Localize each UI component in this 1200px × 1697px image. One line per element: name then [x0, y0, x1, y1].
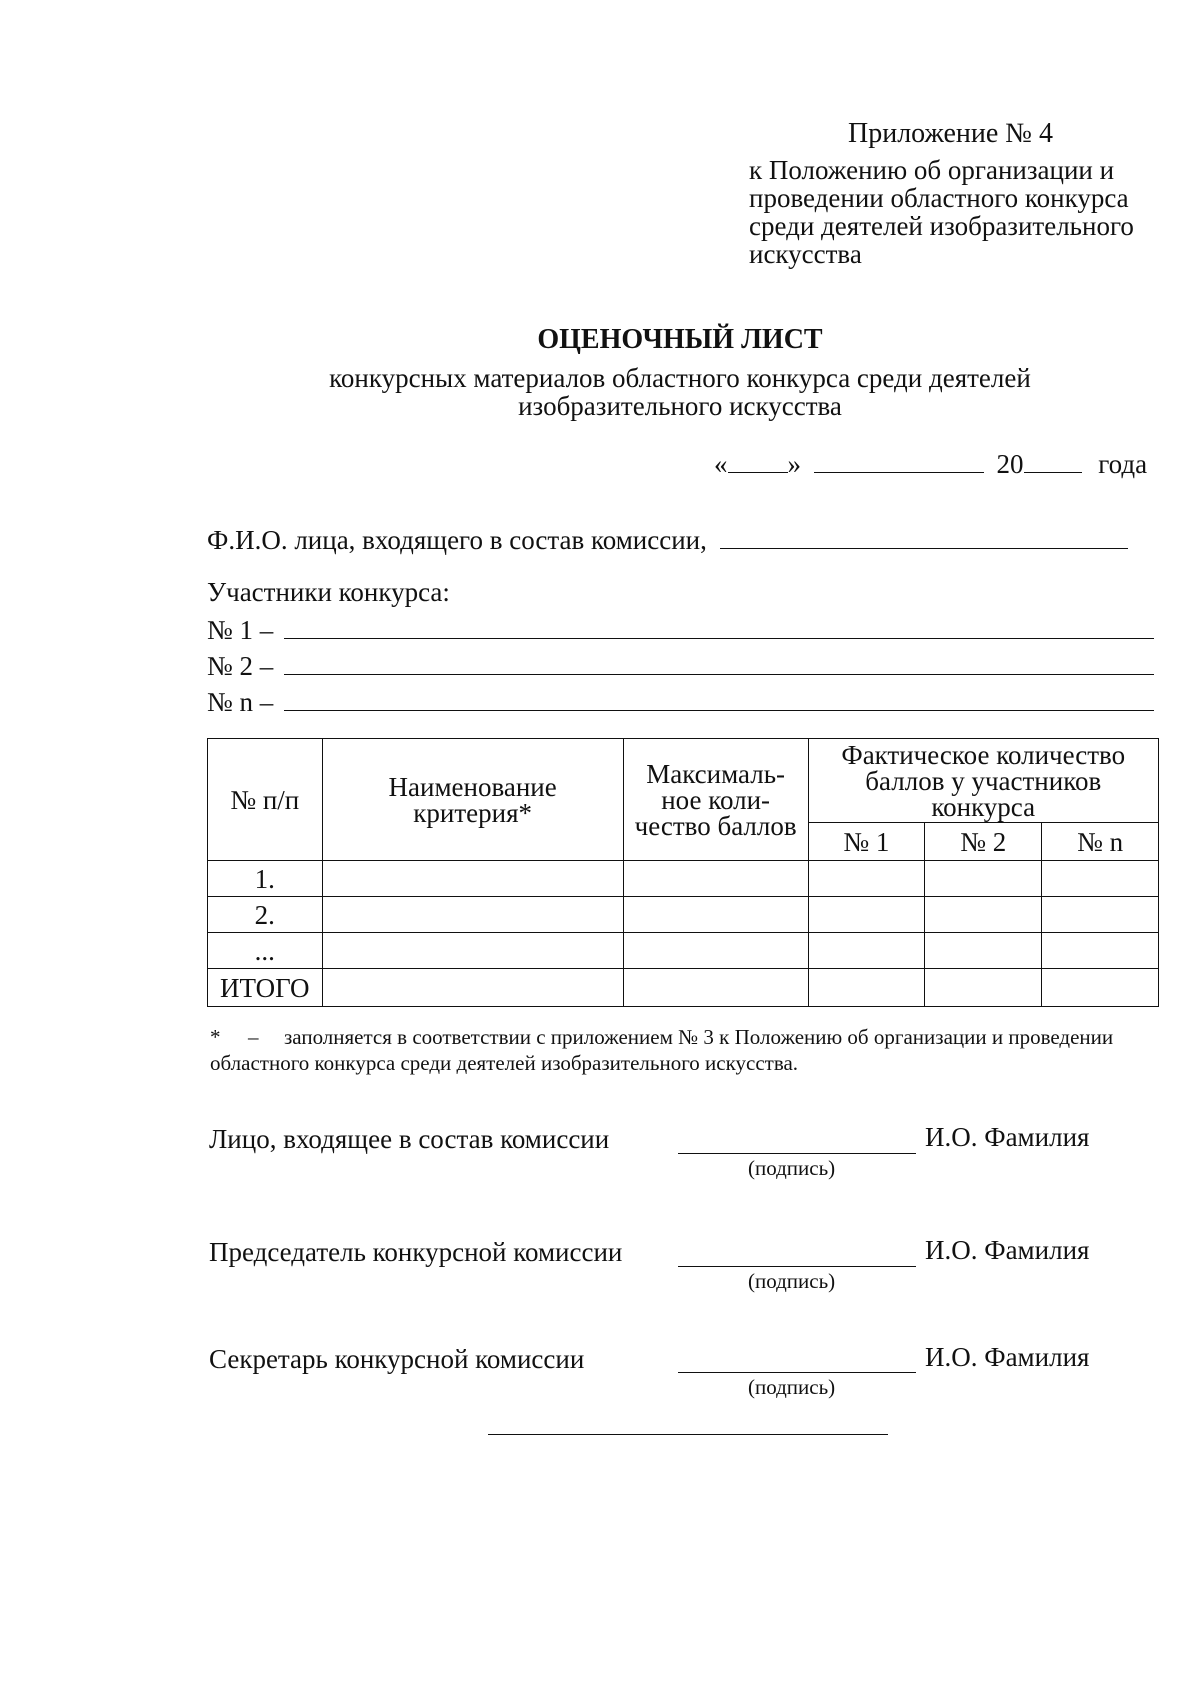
score-cell[interactable]: [808, 933, 925, 969]
score-cell[interactable]: [1042, 969, 1159, 1007]
criterion-cell[interactable]: [322, 861, 623, 897]
max-score-cell[interactable]: [623, 897, 808, 933]
annex-title: Приложение № 4: [848, 118, 1053, 149]
row-number: ...: [208, 933, 323, 969]
col-actual-header: [808, 739, 1158, 823]
signature-name: И.О. Фамилия: [925, 1122, 1090, 1152]
max-score-cell[interactable]: [623, 969, 808, 1007]
participant-blank[interactable]: [284, 684, 1154, 711]
row-number: 2.: [208, 897, 323, 933]
signature-hint: (подпись): [748, 1375, 836, 1399]
col-max-text: Максималь-ное коли-чество баллов: [634, 758, 797, 841]
score-cell[interactable]: [925, 861, 1042, 897]
day-blank[interactable]: [728, 446, 788, 473]
signature-role: Лицо, входящее в состав комиссии: [209, 1124, 610, 1154]
month-blank[interactable]: [814, 446, 984, 473]
fio-row: [207, 522, 1128, 556]
table-header-row: [208, 739, 1159, 823]
table-total-row: [208, 969, 1159, 1007]
signature-hint: (подпись): [748, 1156, 836, 1180]
footnote-star: *: [210, 1025, 221, 1049]
table-row: [208, 933, 1159, 969]
footnote: [210, 1024, 1150, 1076]
sub-col-2: № 2: [925, 823, 1042, 861]
signature-name: И.О. Фамилия: [925, 1342, 1090, 1372]
col-max-header: [623, 739, 808, 861]
col-number-header: № п/п: [208, 739, 323, 861]
criterion-cell[interactable]: [322, 933, 623, 969]
signature-hint: (подпись): [748, 1269, 836, 1293]
signature-name: И.О. Фамилия: [925, 1235, 1090, 1265]
col-actual-text: Фактическое количество баллов у участников конкурса: [841, 739, 1126, 822]
participant-label: № 1 –: [207, 615, 274, 645]
score-cell[interactable]: [925, 969, 1042, 1007]
closing-rule: [488, 1434, 888, 1435]
table-row: [208, 897, 1159, 933]
document-subtitle: [0, 364, 1200, 420]
col-criterion-text: Наименование критерия*: [388, 771, 557, 828]
signature-line[interactable]: [678, 1372, 916, 1373]
signature-role: Председатель конкурсной комиссии: [209, 1237, 623, 1267]
row-number: 1.: [208, 861, 323, 897]
sub-col-n: № n: [1042, 823, 1159, 861]
col-criterion-header: [322, 739, 623, 861]
score-cell[interactable]: [808, 897, 925, 933]
fio-label: Ф.И.О. лица, входящего в состав комиссии,: [207, 525, 707, 555]
participants-label: Участники конкурса:: [207, 577, 450, 607]
participant-label: № n –: [207, 687, 274, 717]
signature-line[interactable]: [678, 1266, 916, 1267]
document-title: ОЦЕНОЧНЫЙ ЛИСТ: [537, 324, 823, 355]
score-cell[interactable]: [808, 861, 925, 897]
max-score-cell[interactable]: [623, 933, 808, 969]
participant-blank[interactable]: [284, 648, 1154, 675]
score-cell[interactable]: [1042, 933, 1159, 969]
sub-col-1: № 1: [808, 823, 925, 861]
date-line: [714, 446, 1147, 480]
footnote-dash: –: [248, 1025, 259, 1049]
score-cell[interactable]: [1042, 897, 1159, 933]
signature-role: Секретарь конкурсной комиссии: [209, 1344, 585, 1374]
score-cell[interactable]: [1042, 861, 1159, 897]
score-cell[interactable]: [925, 933, 1042, 969]
total-label: ИТОГО: [208, 969, 323, 1007]
signature-line[interactable]: [678, 1153, 916, 1154]
year-blank[interactable]: [1024, 446, 1082, 473]
footnote-text: заполняется в соответствии с приложением № 3 к Положению об организации и проведении областного конкурса среди деятелей изобразительного искусства.: [210, 1025, 1114, 1075]
participant-line-2: [207, 648, 1154, 682]
participant-label: № 2 –: [207, 651, 274, 681]
date-open-quote: «: [714, 449, 728, 479]
participant-blank[interactable]: [284, 612, 1154, 639]
annex-reference: к Положению об организации и проведении областного конкурса среди деятелей изобразительного искусства: [749, 155, 1134, 269]
criterion-cell[interactable]: [322, 969, 623, 1007]
participant-line-n: [207, 684, 1154, 718]
date-close-quote: »: [787, 449, 801, 479]
criterion-cell[interactable]: [322, 897, 623, 933]
fio-blank[interactable]: [720, 522, 1128, 549]
participant-line-1: [207, 612, 1154, 646]
score-cell[interactable]: [925, 897, 1042, 933]
year-word: года: [1098, 449, 1148, 479]
score-cell[interactable]: [808, 969, 925, 1007]
document-subtitle-text: конкурсных материалов областного конкурса среди деятелей изобразительного искусства: [329, 363, 1031, 421]
table-row: [208, 861, 1159, 897]
evaluation-table: [207, 738, 1159, 1007]
max-score-cell[interactable]: [623, 861, 808, 897]
year-prefix: 20: [996, 449, 1024, 479]
